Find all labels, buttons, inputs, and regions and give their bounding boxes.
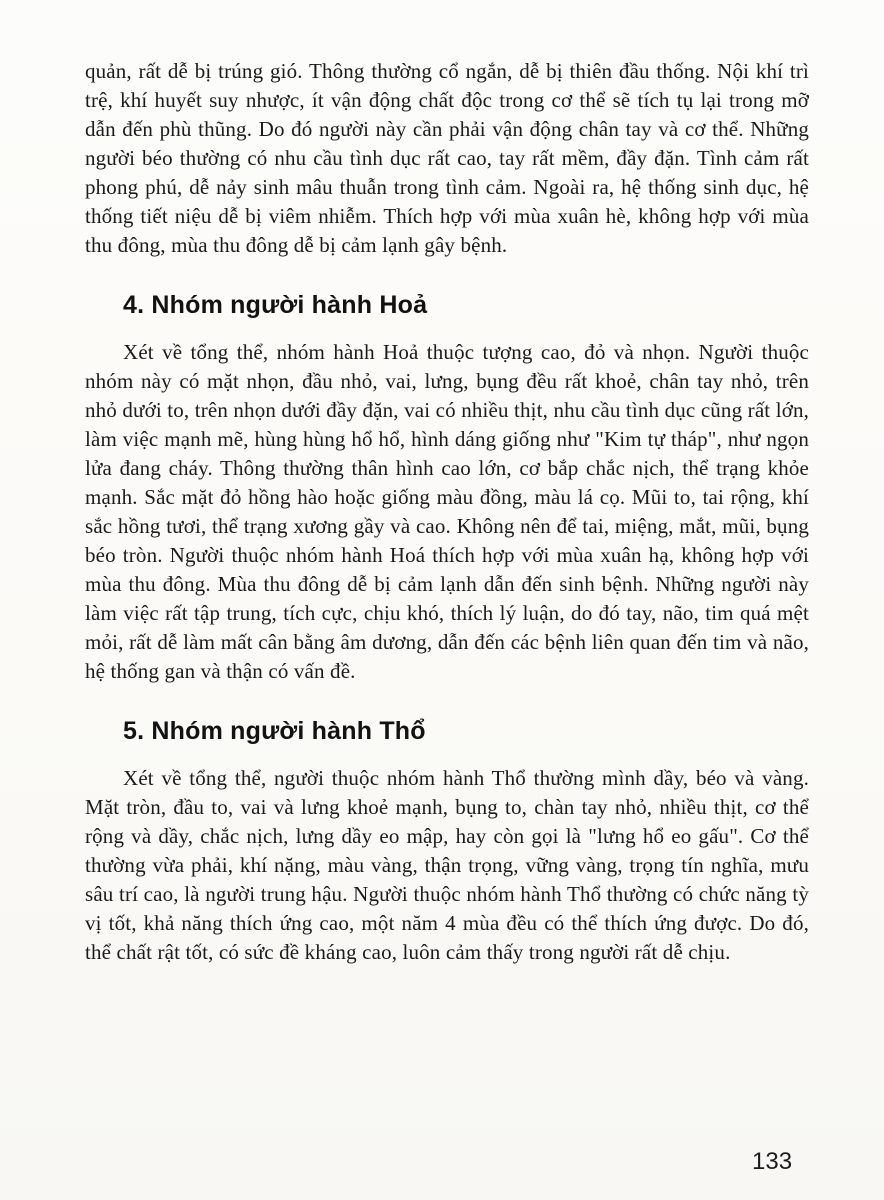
intro-paragraph: quản, rất dễ bị trúng gió. Thông thường cổ ngắn, dễ bị thiên đầu thống. Nội khí trì trệ, khí huyết suy nhược, ít vận động chất độc trong cơ thể sẽ tích tụ lại trong mỡ dẫn đến phù thũng. Do đó người này cần phải vận động chân tay và cơ thể. Những người béo thường có nhu cầu tình dục rất cao, tay rất mềm, đầy đặn. Tình cảm rất phong phú, dễ nảy sinh mâu thuẫn trong tình cảm. Ngoài ra, hệ thống sinh dục, hệ thống tiết niệu dễ bị viêm nhiễm. Thích hợp với mùa xuân hè, không hợp với mùa thu đông, mùa thu đông dễ bị cảm lạnh gây bệnh. bbox=[85, 59, 809, 257]
section-body-earth: Xét về tổng thể, người thuộc nhóm hành Thổ thường mình dầy, béo và vàng. Mặt tròn, đầu to, vai và lưng khoẻ mạnh, bụng to, chàn tay nhỏ, nhiều thịt, cơ thể rộng và dầy, chắc nịch, lưng dầy eo mập, hay còn gọi là "lưng hổ eo gấu". Cơ thể thường vừa phải, khí nặng, màu vàng, thận trọng, vững vàng, trọng tín nghĩa, mưu sâu trí cao, là người trung hậu. Người thuộc nhóm hành Thổ thường có chức năng tỳ vị tốt, khả năng thích ứng cao, một năm 4 mùa đều có thể thích ứng được. Do đó, thể chất rật tốt, có sức đề kháng cao, luôn cảm thấy trong người rất dễ chịu. bbox=[85, 766, 809, 964]
section-heading-earth: 5. Nhóm người hành Thổ bbox=[123, 717, 426, 745]
section-body-fire: Xét về tổng thể, nhóm hành Hoả thuộc tượng cao, đỏ và nhọn. Người thuộc nhóm này có mặt nhọn, đầu nhỏ, vai, lưng, bụng đều rất khoẻ, chân tay nhỏ, trên nhỏ dưới to, trên nhọn dưới đầy đặn, vai có nhiều thịt, nhu cầu tình dục cũng rất lớn, làm việc mạnh mẽ, hùng hùng hổ hổ, hình dáng giống như "Kim tự tháp", như ngọn lửa đang cháy. Thông thường thân hình cao lớn, cơ bắp chắc nịch, thể trạng khỏe mạnh. Sắc mặt đỏ hồng hào hoặc giống màu đồng, màu lá cọ. Mũi to, tai rộng, khí sắc hồng tươi, thể trạng xương gầy và cao. Không nên để tai, miệng, mắt, mũi, bụng béo tròn. Người thuộc nhóm hành Hoá thích hợp với mùa xuân hạ, không hợp với mùa thu đông. Mùa thu đông dễ bị cảm lạnh dẫn đến sinh bệnh. Những người này làm việc rất tập trung, tích cực, chịu khó, thích lý luận, do đó tay, não, tim quá mệt mỏi, rất dễ làm mất cân bằng âm dương, dẫn đến các bệnh liên quan đến tim và não, hệ thống gan và thận có vấn đề. bbox=[85, 340, 809, 683]
section-heading-fire: 4. Nhóm người hành Hoả bbox=[123, 291, 428, 319]
page-content bbox=[85, 57, 809, 967]
page-number: 133 bbox=[752, 1148, 793, 1175]
